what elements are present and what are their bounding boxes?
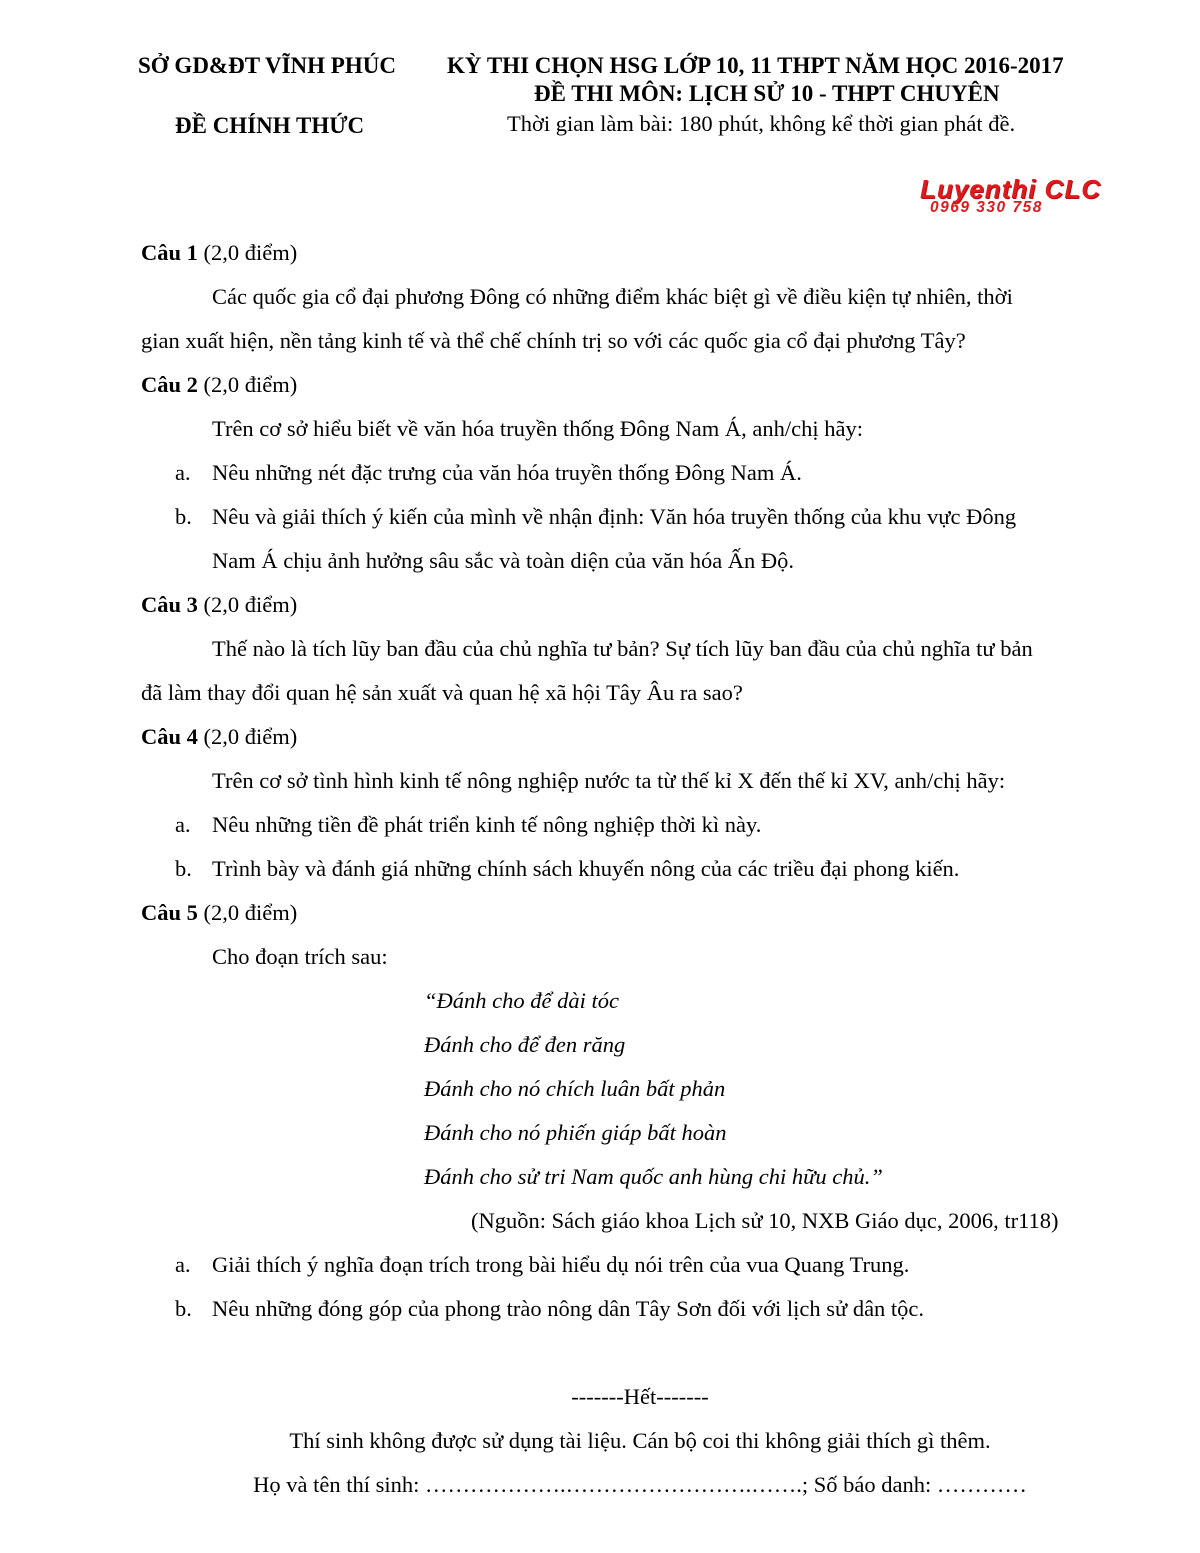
question-2-item-b-line: Nam Á chịu ảnh hưởng sâu sắc và toàn diện của văn hóa Ấn Độ. <box>212 548 795 573</box>
question-2-item-a: Nêu những nét đặc trưng của văn hóa truyền thống Đông Nam Á. <box>212 460 802 485</box>
question-label: Câu 4 <box>141 724 198 749</box>
question-4-item-b: Trình bày và đánh giá những chính sách khuyến nông của các triều đại phong kiến. <box>212 856 960 881</box>
item-marker: a. <box>175 812 191 837</box>
question-label: Câu 3 <box>141 592 198 617</box>
end-marker: -------Hết------- <box>571 1384 709 1409</box>
question-2-intro: Trên cơ sở hiểu biết về văn hóa truyền thống Đông Nam Á, anh/chị hãy: <box>212 416 863 441</box>
luyenthi-logo <box>918 174 1140 218</box>
question-4-heading <box>141 724 297 750</box>
question-2-heading <box>141 372 297 398</box>
item-marker: b. <box>175 1296 192 1321</box>
question-label: Câu 1 <box>141 240 198 265</box>
item-marker: b. <box>175 504 192 529</box>
question-points: (2,0 điểm) <box>197 724 298 749</box>
item-marker: b. <box>175 856 192 881</box>
question-4-intro: Trên cơ sở tình hình kinh tế nông nghiệp nước ta từ thế kỉ X đến thế kỉ XV, anh/chị hãy: <box>212 768 1006 793</box>
question-5-intro: Cho đoạn trích sau: <box>212 944 388 969</box>
poem-line: Đánh cho sử tri Nam quốc anh hùng chi hữu chủ.” <box>424 1164 883 1189</box>
question-5-heading <box>141 900 297 926</box>
poem-line: Đánh cho nó phiến giáp bất hoàn <box>424 1120 727 1145</box>
question-4-item-a: Nêu những tiền đề phát triển kinh tế nông nghiệp thời kì này. <box>212 812 762 837</box>
exam-rules-note: Thí sinh không được sử dụng tài liệu. Cán bộ coi thi không giải thích gì thêm. <box>289 1428 991 1453</box>
exam-subject: ĐỀ THI MÔN: LỊCH SỬ 10 - THPT CHUYÊN <box>534 81 1000 106</box>
poem-line: “Đánh cho để dài tóc <box>424 988 619 1013</box>
question-points: (2,0 điểm) <box>197 372 298 397</box>
question-2-item-b-line: Nêu và giải thích ý kiến của mình về nhận định: Văn hóa truyền thống của khu vực Đông <box>212 504 1017 529</box>
exam-duration: Thời gian làm bài: 180 phút, không kể thời gian phát đề. <box>507 111 1016 136</box>
question-3-line: đã làm thay đổi quan hệ sản xuất và quan hệ xã hội Tây Âu ra sao? <box>141 680 743 705</box>
question-5-item-a: Giải thích ý nghĩa đoạn trích trong bài hiểu dụ nói trên của vua Quang Trung. <box>212 1252 910 1277</box>
question-label: Câu 2 <box>141 372 198 397</box>
poem-line: Đánh cho để đen răng <box>424 1032 626 1057</box>
candidate-info-line: Họ và tên thí sinh: ……………….…………………….…….; Số báo danh: ………… <box>253 1472 1027 1497</box>
question-5-item-b: Nêu những đóng góp của phong trào nông dân Tây Sơn đối với lịch sử dân tộc. <box>212 1296 925 1321</box>
question-3-heading <box>141 592 297 618</box>
item-marker: a. <box>175 460 191 485</box>
logo-name: Luyenthi CLC <box>920 174 1101 204</box>
question-1-line: Các quốc gia cổ đại phương Đông có những điểm khác biệt gì về điều kiện tự nhiên, thời <box>212 284 1013 309</box>
official-label: ĐỀ CHÍNH THỨC <box>175 113 365 138</box>
exam-title: KỲ THI CHỌN HSG LỚP 10, 11 THPT NĂM HỌC 2016-2017 <box>447 53 1064 78</box>
poem-source: (Nguồn: Sách giáo khoa Lịch sử 10, NXB Giáo dục, 2006, tr118) <box>471 1208 1059 1233</box>
question-1-heading <box>141 240 297 266</box>
question-3-line: Thế nào là tích lũy ban đầu của chủ nghĩa tư bản? Sự tích lũy ban đầu của chủ nghĩa tư bản <box>212 636 1033 661</box>
department-name: SỞ GD&ĐT VĨNH PHÚC <box>138 53 396 78</box>
question-points: (2,0 điểm) <box>197 240 298 265</box>
question-points: (2,0 điểm) <box>197 900 298 925</box>
poem-line: Đánh cho nó chích luân bất phản <box>424 1076 726 1101</box>
logo-phone: 0969 330 758 <box>930 199 1043 216</box>
question-1-line: gian xuất hiện, nền tảng kinh tế và thể chế chính trị so với các quốc gia cổ đại phương Tây? <box>141 328 966 353</box>
question-label: Câu 5 <box>141 900 198 925</box>
item-marker: a. <box>175 1252 191 1277</box>
question-points: (2,0 điểm) <box>197 592 298 617</box>
